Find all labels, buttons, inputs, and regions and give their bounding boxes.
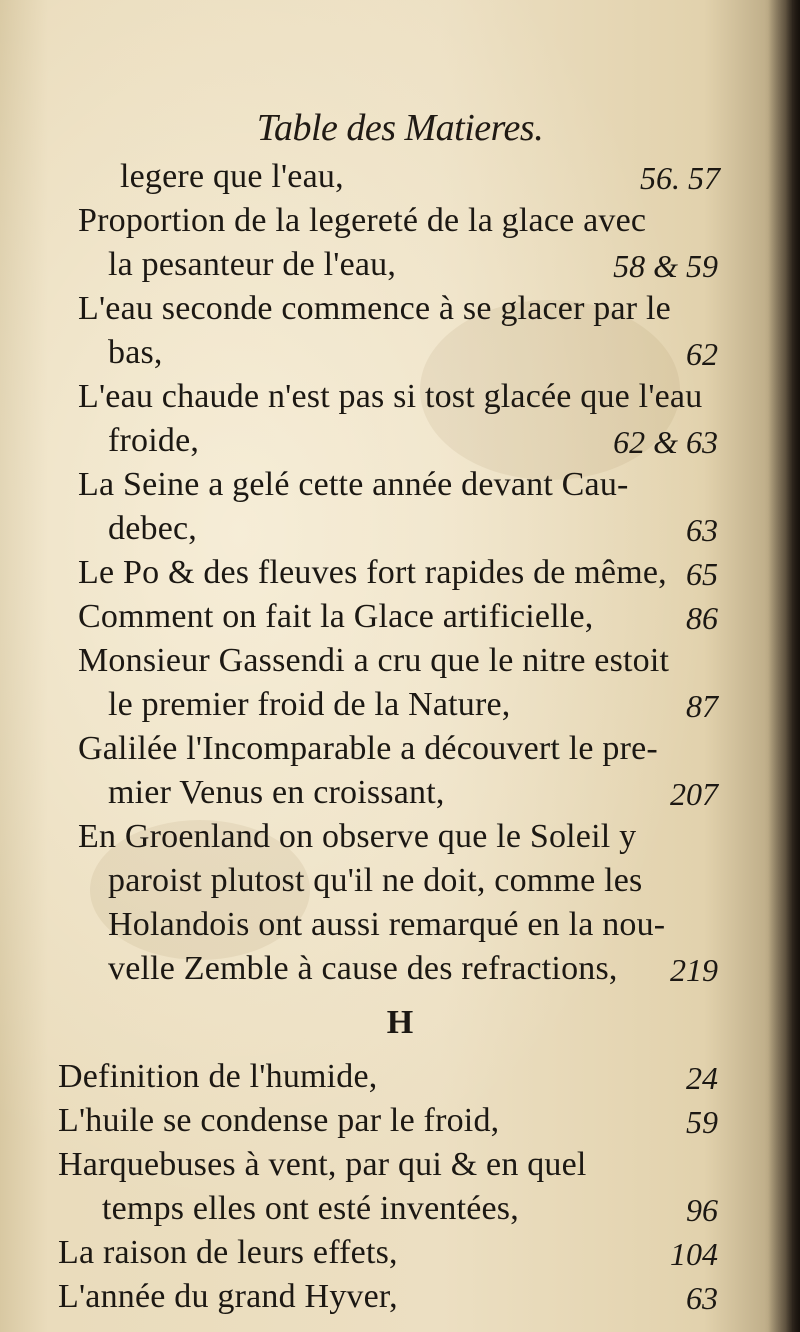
index-page-ref: 207 (670, 776, 718, 812)
index-entry-text: Holandois ont aussi remarqué en la nou- (108, 906, 666, 943)
index-entry-text: paroist plutost qu'il ne doit, comme les (108, 862, 643, 899)
index-entry-text: legere que l'eau, (120, 158, 344, 195)
index-page-ref: 63 (686, 1280, 718, 1316)
index-page-ref: 87 (686, 688, 718, 724)
index-entry-text: Harquebuses à vent, par qui & en quel (58, 1146, 587, 1183)
index-page-ref: 58 & 59 (613, 248, 718, 284)
index-page-ref: 56. 57 (640, 160, 720, 196)
index-entry-text: L'eau seconde commence à se glacer par le (78, 290, 671, 327)
index-entry-text: debec, (108, 510, 197, 547)
index-entry-text: La raison de leurs effets, (58, 1234, 398, 1271)
index-page-ref: 219 (670, 952, 718, 988)
running-head: Table des Matieres. (256, 107, 544, 149)
section-letter: H (386, 1004, 414, 1041)
index-page-ref: 63 (686, 512, 718, 548)
index-entry-text: La Seine a gelé cette année devant Cau- (78, 466, 629, 503)
index-entry-text: mier Venus en croissant, (108, 774, 445, 811)
index-entry-text: temps elles ont esté inventées, (102, 1190, 519, 1227)
index-page-ref: 86 (686, 600, 718, 636)
page-edge-shadow (764, 0, 800, 1332)
index-entry-text: Comment on fait la Glace artificielle, (78, 598, 594, 635)
index-entry-text: Monsieur Gassendi a cru que le nitre estoit (78, 642, 670, 679)
index-entry-text: Definition de l'humide, (58, 1058, 378, 1095)
index-entry-text: En Groenland on observe que le Soleil y (78, 818, 637, 855)
index-entry-text: Le Po & des fleuves fort rapides de même, (78, 554, 667, 591)
index-page-ref: 104 (670, 1236, 718, 1272)
index-entry-text: velle Zemble à cause des refractions, (108, 950, 618, 987)
index-entry-text: bas, (108, 334, 163, 371)
index-page-ref: 59 (686, 1104, 718, 1140)
index-entry-text: le premier froid de la Nature, (108, 686, 511, 723)
index-entry-text: froide, (108, 422, 200, 459)
index-page-ref: 62 (686, 336, 718, 372)
index-entry-text: L'année du grand Hyver, (58, 1278, 398, 1315)
page-edge-line (792, 0, 794, 1332)
index-page-ref: 24 (686, 1060, 718, 1096)
index-entry-text: Proportion de la legereté de la glace avec (78, 202, 647, 239)
index-entry-text: la pesanteur de l'eau, (108, 246, 397, 283)
index-entry-text: Galilée l'Incomparable a découvert le pre- (78, 730, 658, 767)
index-entry-text: L'huile se condense par le froid, (58, 1102, 500, 1139)
index-page-ref: 65 (686, 556, 718, 592)
index-entry-text: L'eau chaude n'est pas si tost glacée que l'eau (78, 378, 703, 415)
index-page-ref: 62 & 63 (613, 424, 718, 460)
index-page-ref: 96 (686, 1192, 718, 1228)
